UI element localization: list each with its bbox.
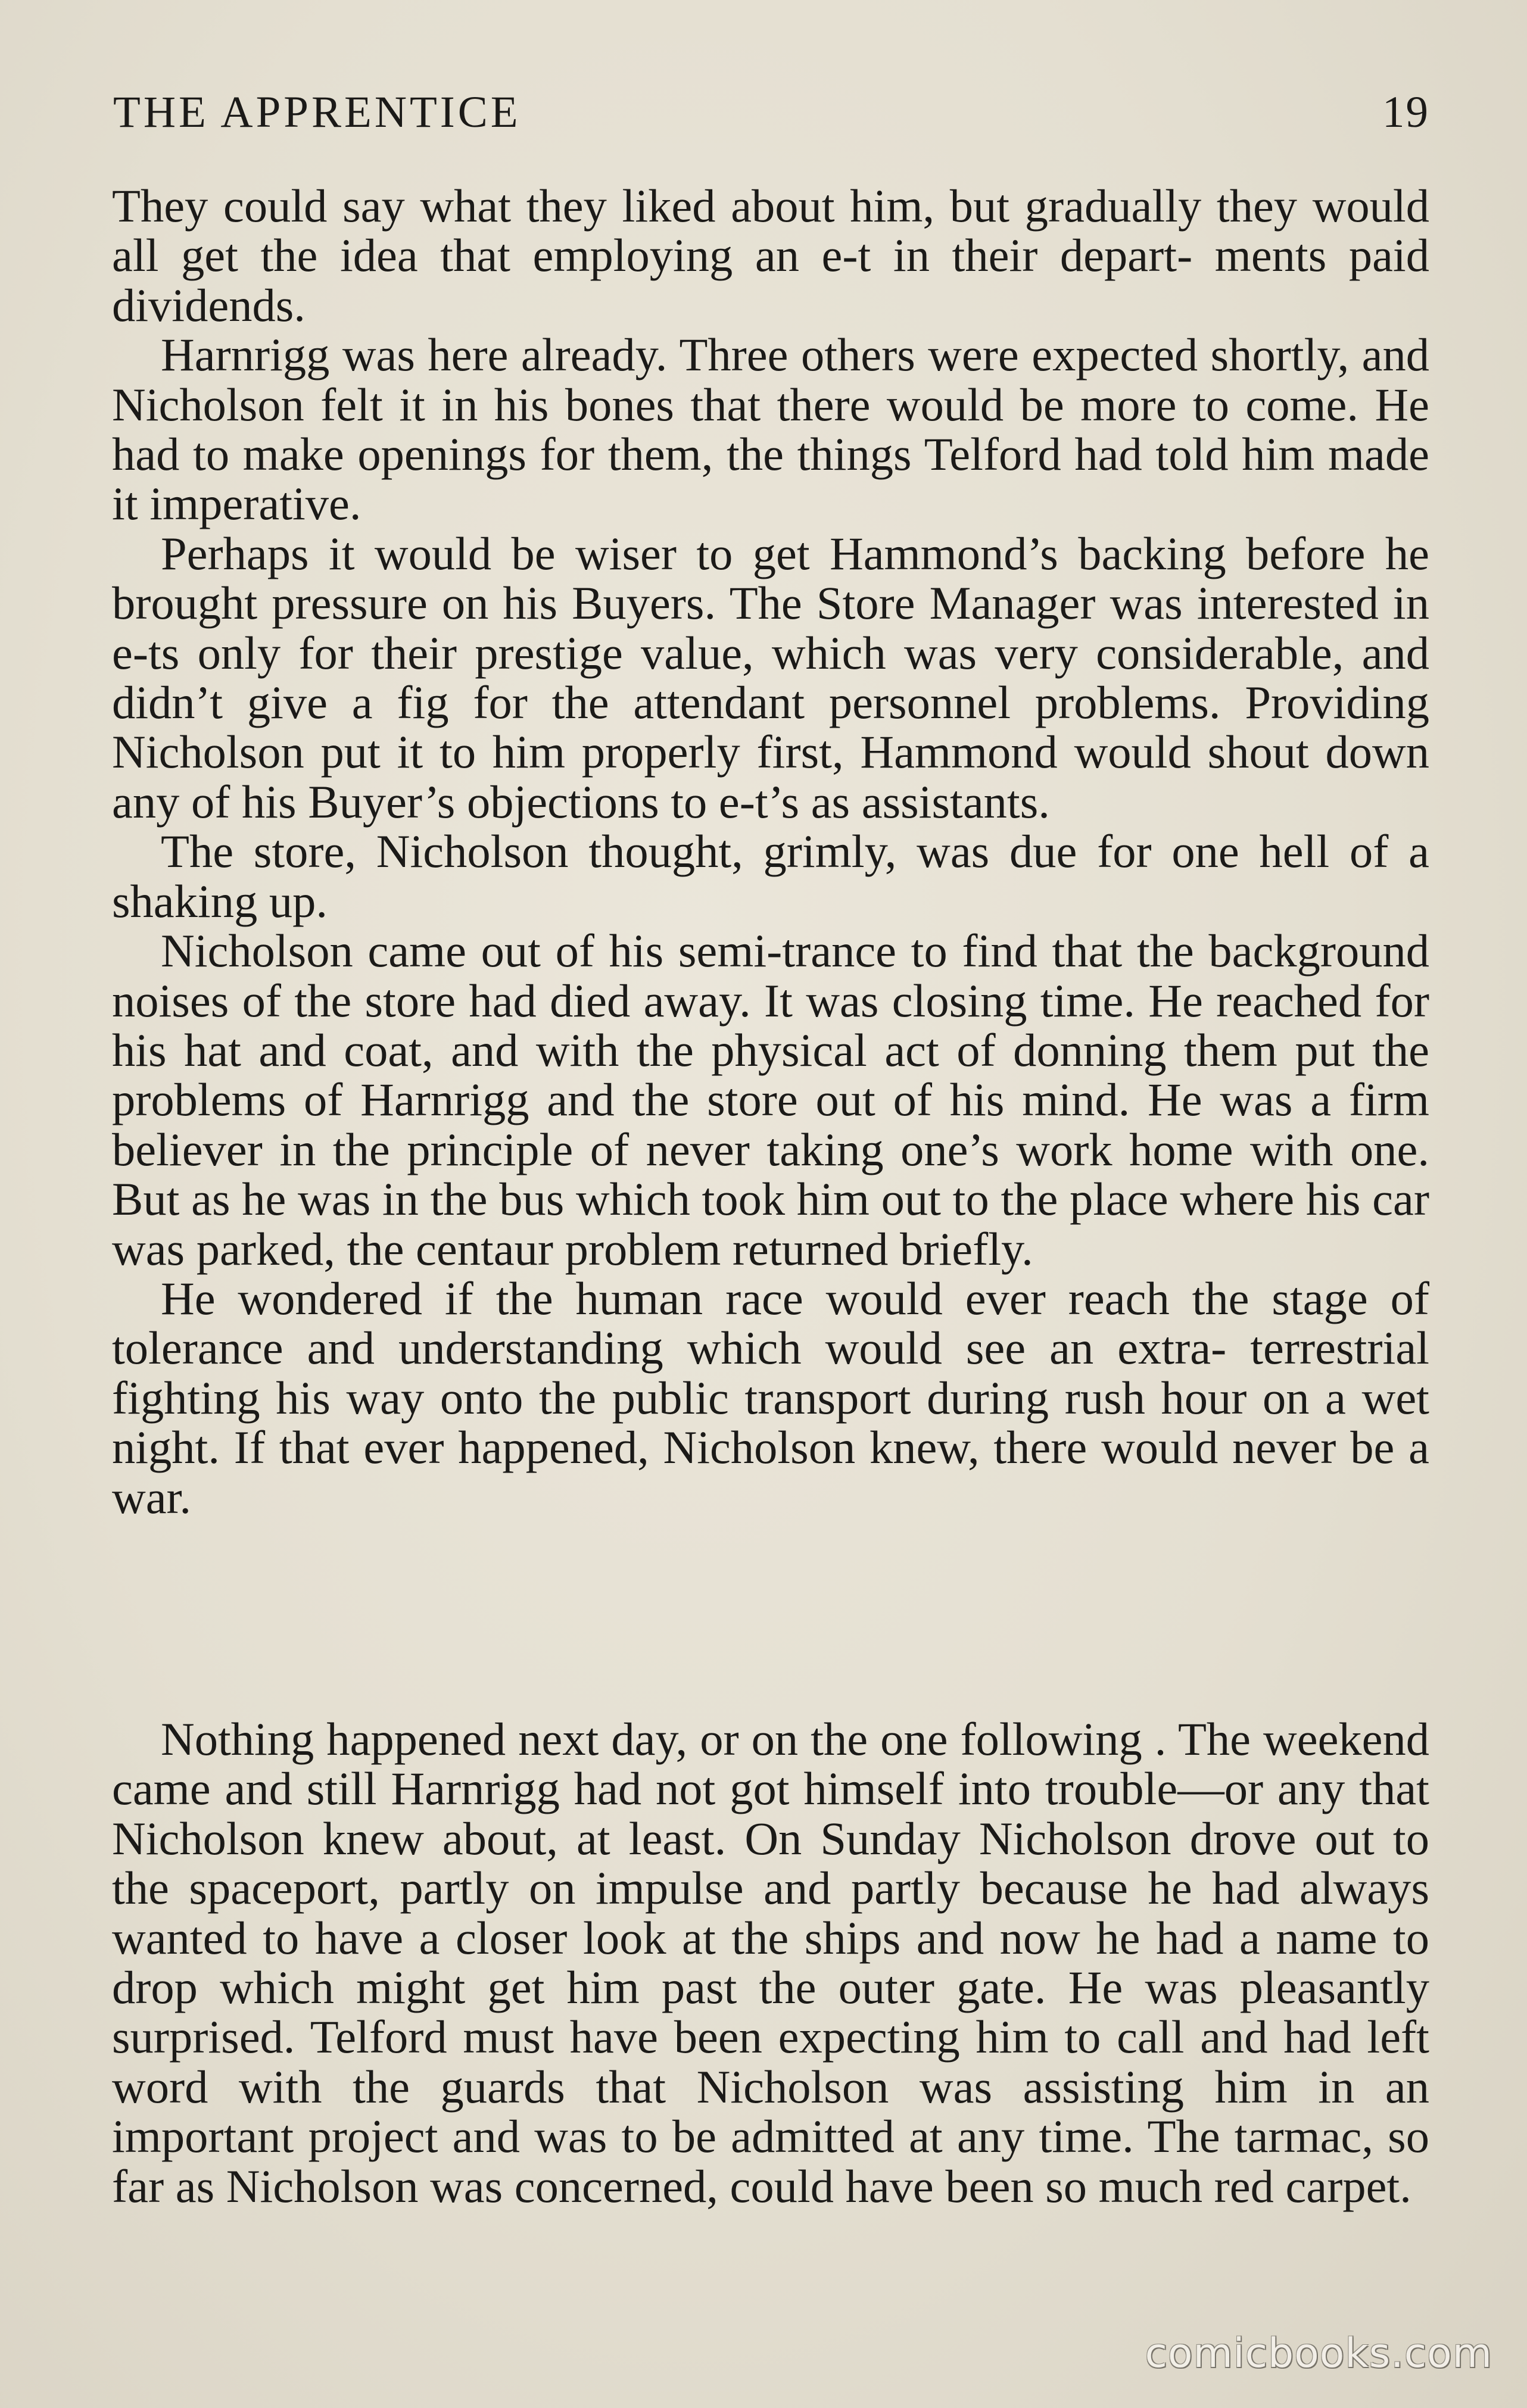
watermark: comicbooks.com (1145, 2330, 1492, 2377)
page-number: 19 (1382, 88, 1429, 137)
text-block-1 (112, 181, 1429, 1522)
paragraph: Perhaps it would be wiser to get Hammond’s backing before he brought pressure on his Buyers. The Store Manager was interested in e-ts only for their prestige value, which was very considerable, and didn’t give a fig for the attendant personnel problems. Providing Nicholson put it to him properly first, Hammond would shout down any of his Buyer’s objections to e-t’s as assistants. (112, 527, 1429, 828)
text-block-2 (112, 1714, 1429, 2211)
chapter-title: THE APPRENTICE (113, 88, 521, 137)
paragraph: Harnrigg was here already. Three others were expected shortly, and Nicholson felt it in his bones that there would be more to come. He had to make openings for them, the things Telford had told him made it imperative. (112, 329, 1429, 530)
paragraph: He wondered if the human race would ever reach the stage of tolerance and understanding which would see an extra- terrestrial fighting his way onto the public transport during rush hour on a wet night. If that ever happened, Nicholson knew, there would never be a war. (112, 1272, 1429, 1523)
paragraph: The store, Nicholson thought, grimly, was due for one hell of a shaking up. (112, 825, 1429, 927)
paragraph: Nicholson came out of his semi-trance to find that the background noises of the store had died away. It was closing time. He reached for his hat and coat, and with the physical act of donning them put the problems of Harnrigg and the store out of his mind. He was a firm believer in the principle of never taking one’s work home with one. But as he was in the bus which took him out to the place where his car was parked, the centaur problem returned briefly. (112, 925, 1429, 1275)
paragraph: Nothing happened next day, or on the one following . The weekend came and still Harnrigg had not got himself into trouble—or any that Nicholson knew about, at least. On Sunday Nicholson drove out to the spaceport, partly on impulse and partly because he had always wanted to have a closer look at the ships and now he had a name to drop which might get him past the outer gate. He was pleasantly surprised. Telford must have been expecting him to call and had left word with the guards that Nicholson was assisting him in an important project and was to be admitted at any time. The tarmac, so far as Nicholson was concerned, could have been so much red carpet. (112, 1713, 1429, 2212)
paragraph: They could say what they liked about him, but gradually they would all get the idea that employing an e-t in their depart- ments paid dividends. (112, 180, 1429, 331)
running-head (113, 80, 1429, 145)
